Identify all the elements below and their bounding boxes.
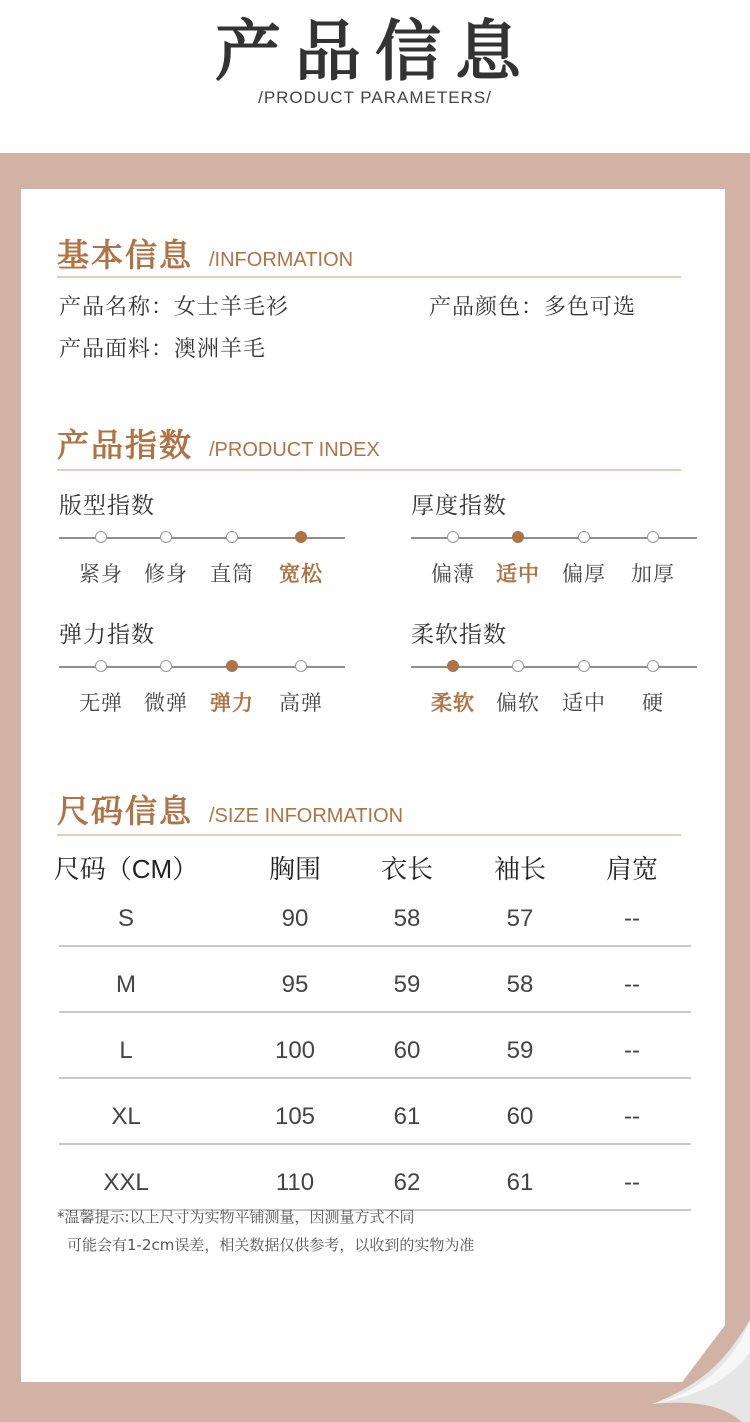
size-table-cell: XXL — [103, 1169, 149, 1196]
elasticity-option-label: 高弹 — [279, 691, 323, 715]
product-index-title-en: /PRODUCT INDEX — [209, 439, 380, 461]
thickness-option-label: 偏厚 — [562, 562, 606, 586]
softness-option-label: 适中 — [562, 691, 606, 715]
size-table-row-divider — [59, 1011, 691, 1013]
fit-option-label: 宽松 — [279, 562, 323, 586]
page-curl-decoration — [630, 1292, 750, 1422]
size-table-row-divider — [59, 945, 691, 947]
size-table-row-divider — [59, 1077, 691, 1079]
content-frame — [0, 153, 750, 1422]
size-table-header: 尺码（CM） — [53, 854, 199, 884]
size-table-cell: 58 — [393, 905, 421, 932]
thickness-index-title: 厚度指数 — [411, 493, 507, 519]
elasticity-option-dot — [95, 660, 107, 672]
size-table-row-divider — [59, 1143, 691, 1145]
size-table-cell: 58 — [506, 971, 534, 998]
thickness-option-dot — [578, 531, 590, 543]
size-table-cell: 90 — [281, 905, 309, 932]
size-table-cell: -- — [624, 1103, 640, 1130]
thickness-option-dot — [647, 531, 659, 543]
content-card — [21, 189, 725, 1382]
size-table-cell: -- — [624, 1169, 640, 1196]
thickness-option-dot — [512, 531, 524, 543]
size-note-line2: 可能会有1-2cm误差，相关数据仅供参考，以收到的实物为准 — [67, 1236, 475, 1254]
elasticity-index — [59, 620, 347, 730]
softness-index-title: 柔软指数 — [411, 622, 507, 648]
softness-option-dot — [447, 660, 459, 672]
elasticity-option-label: 无弹 — [79, 691, 123, 715]
product-name: 产品名称：女士羊毛衫 — [59, 295, 290, 320]
fit-option-label: 修身 — [144, 562, 188, 586]
size-table-header: 衣长 — [380, 854, 433, 884]
size-table-cell: 59 — [393, 971, 421, 998]
product-index-title-cn: 产品指数 — [57, 426, 194, 464]
size-table-cell: 59 — [506, 1037, 534, 1064]
size-note-line1: *温馨提示:以上尺寸为实物平铺测量，因测量方式不同 — [57, 1208, 415, 1226]
thickness-index — [411, 491, 699, 601]
header-title: 产品信息 — [215, 13, 535, 90]
size-table-cell: 95 — [281, 971, 309, 998]
size-table-cell: 61 — [393, 1103, 421, 1130]
softness-option-dot — [647, 660, 659, 672]
size-table-cell: XL — [111, 1103, 141, 1130]
basic-info-title-cn: 基本信息 — [57, 236, 194, 274]
thickness-option-label: 适中 — [496, 562, 540, 586]
elasticity-index-title: 弹力指数 — [59, 622, 155, 648]
softness-option-label: 硬 — [642, 691, 664, 715]
size-table-cell: -- — [624, 1037, 640, 1064]
size-table-header: 袖长 — [493, 854, 546, 884]
size-table-cell: 60 — [506, 1103, 534, 1130]
size-table-cell: 100 — [274, 1037, 316, 1064]
size-table-cell: 105 — [274, 1103, 316, 1130]
elasticity-option-dot — [295, 660, 307, 672]
basic-info-title-en: /INFORMATION — [209, 249, 354, 271]
size-info-divider — [57, 834, 681, 836]
size-table-cell: 61 — [506, 1169, 534, 1196]
fit-option-dot — [226, 531, 238, 543]
size-info-title-cn: 尺码信息 — [57, 792, 194, 830]
softness-option-dot — [578, 660, 590, 672]
size-table-cell: 57 — [506, 905, 534, 932]
softness-option-dot — [512, 660, 524, 672]
fit-option-label: 紧身 — [79, 562, 123, 586]
elasticity-option-label: 微弹 — [144, 691, 188, 715]
softness-option-label: 偏软 — [496, 691, 540, 715]
fit-index — [59, 491, 347, 601]
basic-info-divider — [57, 276, 681, 278]
product-color: 产品颜色：多色可选 — [429, 295, 637, 320]
size-info-title-en: /SIZE INFORMATION — [209, 805, 404, 827]
size-table-cell: -- — [624, 905, 640, 932]
fit-index-title: 版型指数 — [59, 493, 155, 519]
product-index-divider — [57, 469, 681, 471]
thickness-option-label: 加厚 — [631, 562, 675, 586]
size-table-cell: 60 — [393, 1037, 421, 1064]
elasticity-option-dot — [160, 660, 172, 672]
softness-index — [411, 620, 699, 730]
size-table-cell: -- — [624, 971, 640, 998]
fit-option-dot — [295, 531, 307, 543]
size-table-cell: L — [119, 1037, 133, 1064]
product-fabric: 产品面料：澳洲羊毛 — [59, 337, 267, 362]
fit-option-label: 直筒 — [210, 562, 254, 586]
thickness-option-dot — [447, 531, 459, 543]
fit-option-dot — [160, 531, 172, 543]
header-subtitle: /PRODUCT PARAMETERS/ — [258, 88, 492, 107]
elasticity-option-dot — [226, 660, 238, 672]
size-table-cell: S — [117, 905, 134, 932]
fit-option-dot — [95, 531, 107, 543]
softness-option-label: 柔软 — [431, 691, 475, 715]
elasticity-option-label: 弹力 — [210, 691, 254, 715]
size-table-header: 肩宽 — [605, 854, 658, 884]
size-table-header: 胸围 — [268, 854, 321, 884]
thickness-option-label: 偏薄 — [431, 562, 475, 586]
size-table-cell: 62 — [393, 1169, 421, 1196]
size-table-cell: M — [116, 971, 136, 998]
size-table-cell: 110 — [275, 1169, 315, 1196]
